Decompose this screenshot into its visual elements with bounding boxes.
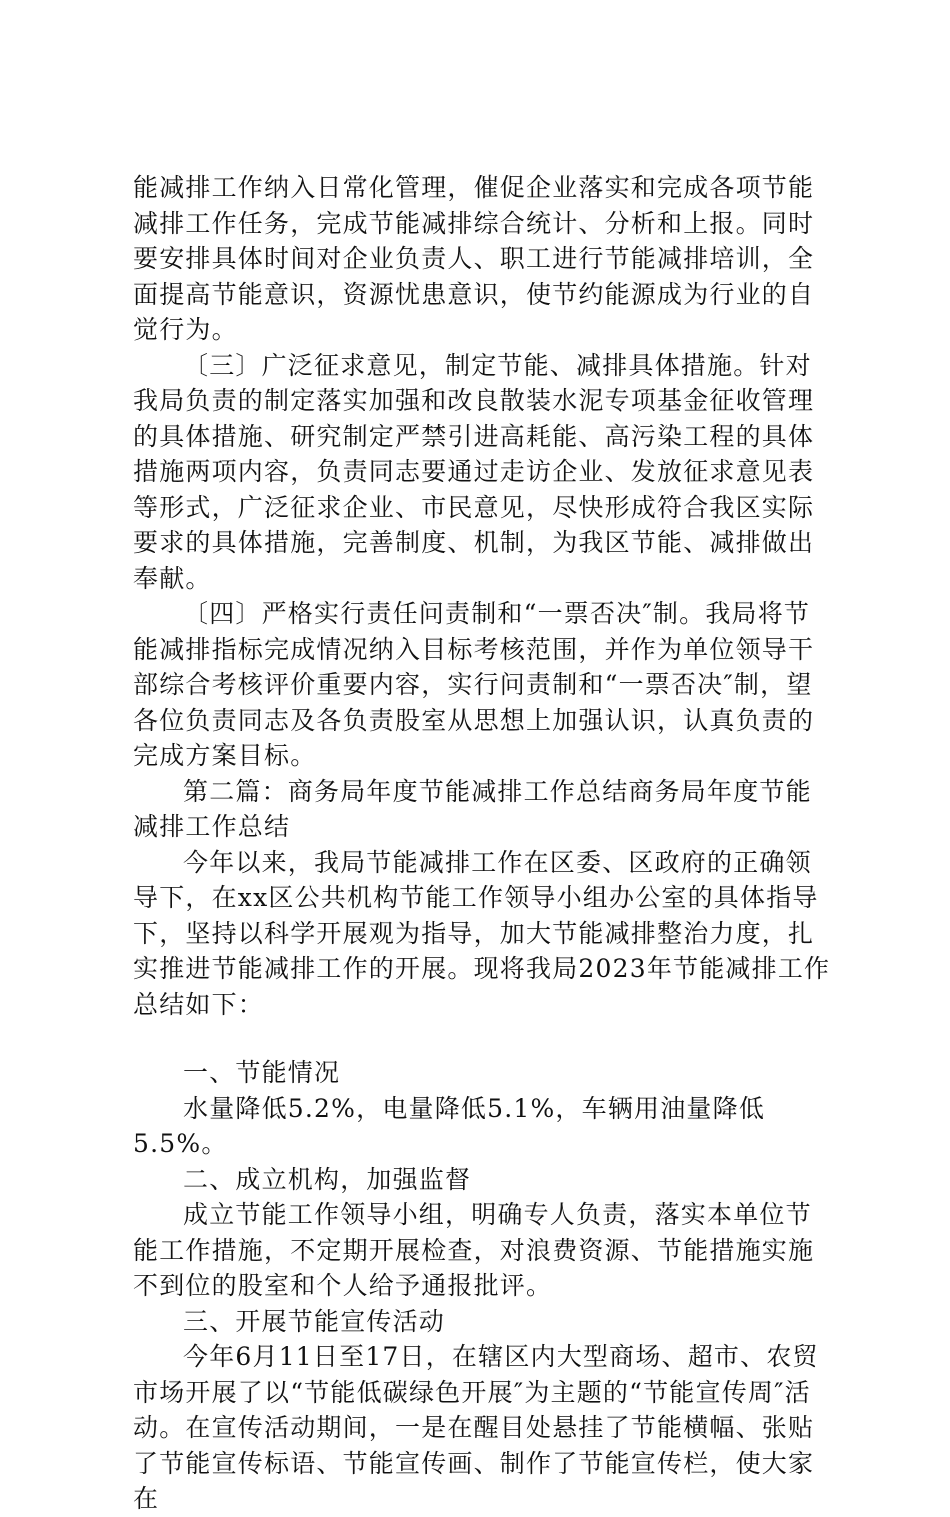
paragraph-energy-figures: 水量降低5.2%，电量降低5.1%，车辆用油量降低5.5%。 xyxy=(133,1093,766,1158)
paragraph-intro: 今年以来，我局节能减排工作在区委、区政府的正确领导下，在xx区公共机构节能工作领导小组办公室的具体指导下，坚持以科学开展观为指导，加大节能减排整治力度，扎实推进节能减排工作的开展。现将我局2023年节能减排工作总结如下： xyxy=(133,847,831,1019)
paragraph-measures-three: 〔三〕广泛征求意见，制定节能、减排具体措施。针对我局负责的制定落实加强和改良散装水泥专项基金征收管理的具体措施、研究制定严禁引进高耗能、高污染工程的具体措施两项内容，负责同志要通过走访企业、发放征求意见表等形式，广泛征求企业、市民意见，尽快形成符合我区实际要求的具体措施，完善制度、机制，为我区节能、减排做出奉献。 xyxy=(133,350,815,593)
document-body xyxy=(133,170,833,1517)
section-heading-part-two: 第二篇：商务局年度节能减排工作总结商务局年度节能减排工作总结 xyxy=(133,776,812,841)
heading-energy-status: 一、节能情况 xyxy=(183,1058,341,1087)
spacer xyxy=(133,1022,833,1055)
paragraph-continuation: 能减排工作纳入日常化管理，催促企业落实和完成各项节能减排工作任务，完成节能减排综合统计、分析和上报。同时要安排具体时间对企业负责人、职工进行节能减排培训，全面提高节能意识，资源忧患意识，使节约能源成为行业的自觉行为。 xyxy=(133,173,815,344)
paragraph-measures-four: 〔四〕严格实行责任问责制和“一票否决″制。我局将节能减排指标完成情况纳入目标考核范围，并作为单位领导干部综合考核评价重要内容，实行问责制和“一票否决″制，望各位负责同志及各负责股室从思想上加强认识，认真负责的完成方案目标。 xyxy=(133,599,815,770)
paragraph-publicity: 今年6月11日至17日，在辖区内大型商场、超市、农贸市场开展了以“节能低碳绿色开展″为主题的“节能宣传周″活动。在宣传活动期间，一是在醒目处悬挂了节能横幅、张贴了节能宣传标语、节能宣传画、制作了节能宣传栏，使大家在 xyxy=(133,1342,819,1513)
heading-publicity: 三、开展节能宣传活动 xyxy=(183,1306,446,1336)
heading-organization: 二、成立机构，加强监督 xyxy=(183,1164,472,1194)
paragraph-organization: 成立节能工作领导小组，明确专人负责，落实本单位节能工作措施，不定期开展检查，对浪费资源、节能措施实施不到位的股室和个人给予通报批评。 xyxy=(133,1200,815,1300)
